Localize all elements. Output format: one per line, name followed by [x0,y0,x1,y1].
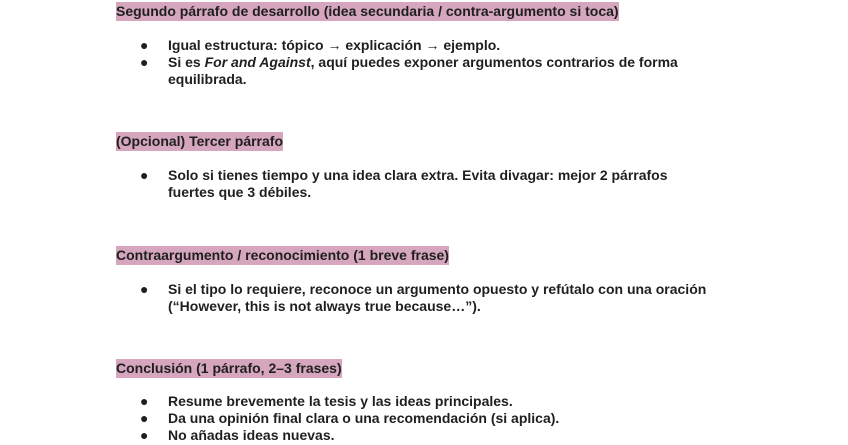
list-item [140,37,700,54]
heading-highlight: Conclusión (1 párrafo, 2–3 frases) [116,360,342,376]
list-item-text [168,54,678,87]
list-item [140,167,700,201]
list-item [140,427,740,444]
list-item-text: Igual estructura: tópico → explicación → ejemplo. [168,37,501,53]
italic-text-run: For and Against [204,54,311,70]
list-item [140,54,700,88]
bullet-icon: ● [140,54,149,70]
bullet-icon: ● [140,393,149,409]
list-item [140,281,740,315]
text-run: Si es [168,54,205,70]
list-item-text: Da una opinión final clara o una recomendación (si aplica). [168,410,560,426]
text-run: , aquí puedes exponer argumentos contrarios de forma equilibrada. [168,54,678,87]
bullet-icon: ● [140,281,149,297]
heading-highlight: (Opcional) Tercer párrafo [116,133,284,149]
list-item [140,393,740,410]
bullet-icon: ● [140,37,149,53]
list-item-text: Si el tipo lo requiere, reconoce un argumento opuesto y refútalo con una oración (“However, this is not always true because…”). [168,281,707,314]
bullet-icon: ● [140,167,149,183]
bullet-list [140,167,700,201]
section-heading [116,133,283,150]
bullet-icon: ● [140,427,149,443]
bullet-list [140,281,740,315]
section-heading [116,3,619,20]
heading-highlight: Contraargumento / reconocimiento (1 breve frase) [116,247,449,263]
list-item-text: Resume brevemente la tesis y las ideas principales. [168,393,513,409]
bullet-list [140,37,700,88]
heading-highlight: Segundo párrafo de desarrollo (idea secundaria / contra-argumento si toca) [116,3,619,19]
list-item-text: Solo si tienes tiempo y una idea clara extra. Evita divagar: mejor 2 párrafos fuertes que 3 débiles. [168,167,668,200]
section-heading [116,247,449,264]
bullet-icon: ● [140,410,149,426]
list-item [140,410,740,427]
list-item-text: No añadas ideas nuevas. [168,427,335,443]
section-heading [116,360,342,377]
bullet-list [140,393,740,444]
